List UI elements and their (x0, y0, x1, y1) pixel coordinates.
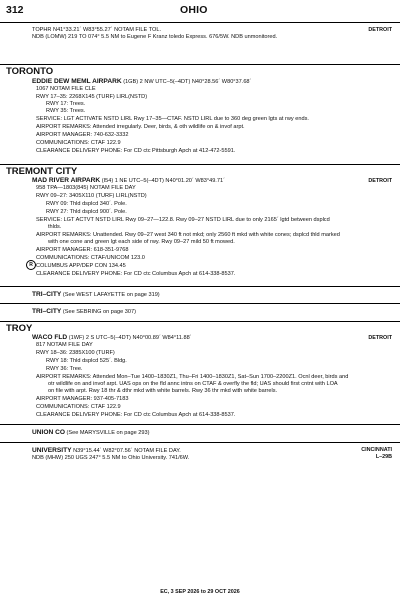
tremont-remarks-2: with one cone and green lgt each side of rwy. Rwy 09–27 mild 50 ft mowed. (48, 239, 235, 245)
tremont-elev: 958 TPA—1803(845) NOTAM FILE DAY (36, 185, 136, 191)
troy-rwy36: RWY 36: Tree. (46, 366, 83, 372)
toronto-rwy17: RWY 17: Trees. (46, 101, 86, 107)
tricity-1-title: TRI–CITY (32, 291, 62, 298)
university-region-name: CINCINNATI (361, 447, 392, 453)
troy-divider (0, 321, 400, 322)
state-title: OHIO (180, 4, 208, 16)
tophr-region: DETROIT (368, 27, 392, 33)
tremont-rwy27: RWY 27: Thld dsplcd 900´. Pole. (46, 209, 127, 215)
troy-runway: RWY 18–36: 2385X100 (TURF) (36, 350, 115, 356)
toronto-elev: 1067 NOTAM FILE CLE (36, 86, 96, 92)
troy-remarks-2: otr wildlife on and invof arpt. UAS ops on the fld annc intns on CTAF & overfly the fld; UAS should first cntnt with LOA (48, 381, 338, 387)
tricity-ref-2 (32, 308, 136, 316)
university-coords: N39°15.44´ W82°07.56´ NOTAM FILE DAY. (73, 448, 181, 454)
troy-remarks-3: on file with arpt. Rwy 18 thr & dthr mkd with white barrels. Rwy 36 thr mkd with white barrels. (48, 388, 278, 394)
radar-symbol-icon: R (26, 260, 36, 270)
tricity-ref-1 (32, 291, 160, 299)
unionco-ref-text: (See MARYSVILLE on page 293) (66, 430, 150, 436)
tremont-airport-details: (I54) 1 NE UTC–5(–4DT) N40°01.20´ W83°49.71´ (101, 178, 225, 184)
unionco-ref (32, 429, 149, 437)
toronto-divider (0, 64, 400, 65)
troy-manager: AIRPORT MANAGER: 937-405-7183 (36, 396, 129, 402)
toronto-airport-line (32, 78, 251, 86)
toronto-clearance: CLEARANCE DELIVERY PHONE: For CD ctc Pittsburgh Apch at 412-472-5591. (36, 148, 236, 154)
troy-comm: COMMUNICATIONS: CTAF 122.9 (36, 404, 121, 410)
tremont-service-1: SERVICE: LGT ACTVT NSTD LIRL Rwy 09–27—122.8. Rwy 09–27 NSTD LIRL due to only 2165´ lgtd between dsplcd (36, 217, 330, 223)
troy-elev: 817 NOTAM FILE DAY (36, 342, 93, 348)
tremont-service-2: thlds. (48, 224, 62, 230)
university-title: UNIVERSITY (32, 447, 72, 454)
troy-clearance: CLEARANCE DELIVERY PHONE: For CD ctc Columbus Apch at 614-338-8537. (36, 412, 236, 418)
toronto-runway: RWY 17–35: 2268X145 (TURF) LIRL(NSTD) (36, 94, 148, 100)
tremont-manager: AIRPORT MANAGER: 618-351-9768 (36, 247, 129, 253)
tremont-rwy09: RWY 09: Thld dsplcd 340´. Pole. (46, 201, 127, 207)
university-line1 (32, 447, 181, 455)
university-chart-ref: L–29B (375, 454, 392, 460)
tricity1-divider (0, 286, 400, 287)
city-toronto: TORONTO (6, 66, 54, 77)
tremont-comm: COMMUNICATIONS: CTAF/UNICOM 123.0 (36, 255, 145, 261)
university-divider (0, 442, 400, 443)
toronto-rwy35: RWY 35: Trees. (46, 108, 86, 114)
unionco-title: UNION CO (32, 429, 65, 436)
tremont-clearance: CLEARANCE DELIVERY PHONE: For CD ctc Columbus Apch at 614-338-8537. (36, 271, 236, 277)
tricity2-divider (0, 303, 400, 304)
page-number: 312 (6, 4, 24, 16)
troy-airport-line (32, 334, 192, 342)
university-ndb: NDB (MHW) 250 UGS 247° 5.5 NM to Ohio University. 741/6W. (32, 455, 190, 461)
effective-dates: EC, 3 SEP 2026 to 29 OCT 2026 (160, 589, 240, 595)
tremont-airport-name: MAD RIVER AIRPARK (32, 177, 101, 184)
tremont-region: DETROIT (368, 178, 392, 184)
toronto-manager: AIRPORT MANAGER: 740-632-3332 (36, 132, 129, 138)
university-region (361, 447, 392, 461)
troy-rwy18: RWY 18: Thld dsplcd 525´. Bldg. (46, 358, 127, 364)
tremont-remarks-1: AIRPORT REMARKS: Unattended. Rwy 09–27 west 340 ft not mkd; only 2560 ft mkd with white cones; dsplcd thld marked (36, 232, 340, 238)
toronto-airport-details: (1GB) 2 NW UTC–5(–4DT) N40°28.56´ W80°37.68´ (123, 79, 252, 85)
toronto-remarks: AIRPORT REMARKS: Attended irregularly. Deer, birds, & oth wildlife on & invof arpt. (36, 124, 245, 130)
tricity-2-ref: (See SEBRING on page 307) (62, 309, 136, 315)
toronto-airport-name: EDDIE DEW MEML AIRPARK (32, 78, 122, 85)
city-troy: TROY (6, 323, 33, 334)
tremont-app: COLUMBUS APP/DEP CON 134.45 (36, 263, 126, 269)
city-tremont: TREMONT CITY (6, 166, 78, 177)
toronto-service: SERVICE: LGT ACTIVATE NSTD LIRL Rwy 17–35—CTAF. NSTD LIRL due to 360 deg green lgts at rwy ends. (36, 116, 309, 122)
troy-remarks-1: AIRPORT REMARKS: Attended Mon–Tue 1400–1830Z1, Thu–Fri 1400–1830Z1, Sat–Sun 1700–2200Z1. Ocnl deer, birds and (36, 374, 349, 380)
tophr-line2: NDB (LOMW) 219 TO 074° 5.5 NM to Eugene F Kranz toledo Express. 676/5W. NDB unmonitored. (32, 34, 278, 40)
tricity-1-ref: (See WEST LAFAYETTE on page 319) (62, 292, 160, 298)
tremont-airport-line (32, 177, 225, 185)
unionco-divider (0, 424, 400, 425)
troy-region: DETROIT (368, 335, 392, 341)
header-divider (0, 22, 400, 23)
tophr-line1: TOPHR N41°33.21´ W83°55.27´ NOTAM FILE TOL. (32, 27, 162, 33)
troy-airport-details: (1WF) 2 S UTC–5(–4DT) N40°00.89´ W84°11.88´ (68, 335, 192, 341)
toronto-comm: COMMUNICATIONS: CTAF 122.9 (36, 140, 121, 146)
tremont-runway: RWY 09–27: 3405X110 (TURF) LIRL(NSTD) (36, 193, 147, 199)
troy-airport-name: WACO FLD (32, 334, 68, 341)
tremont-divider (0, 164, 400, 165)
tricity-2-title: TRI–CITY (32, 308, 62, 315)
